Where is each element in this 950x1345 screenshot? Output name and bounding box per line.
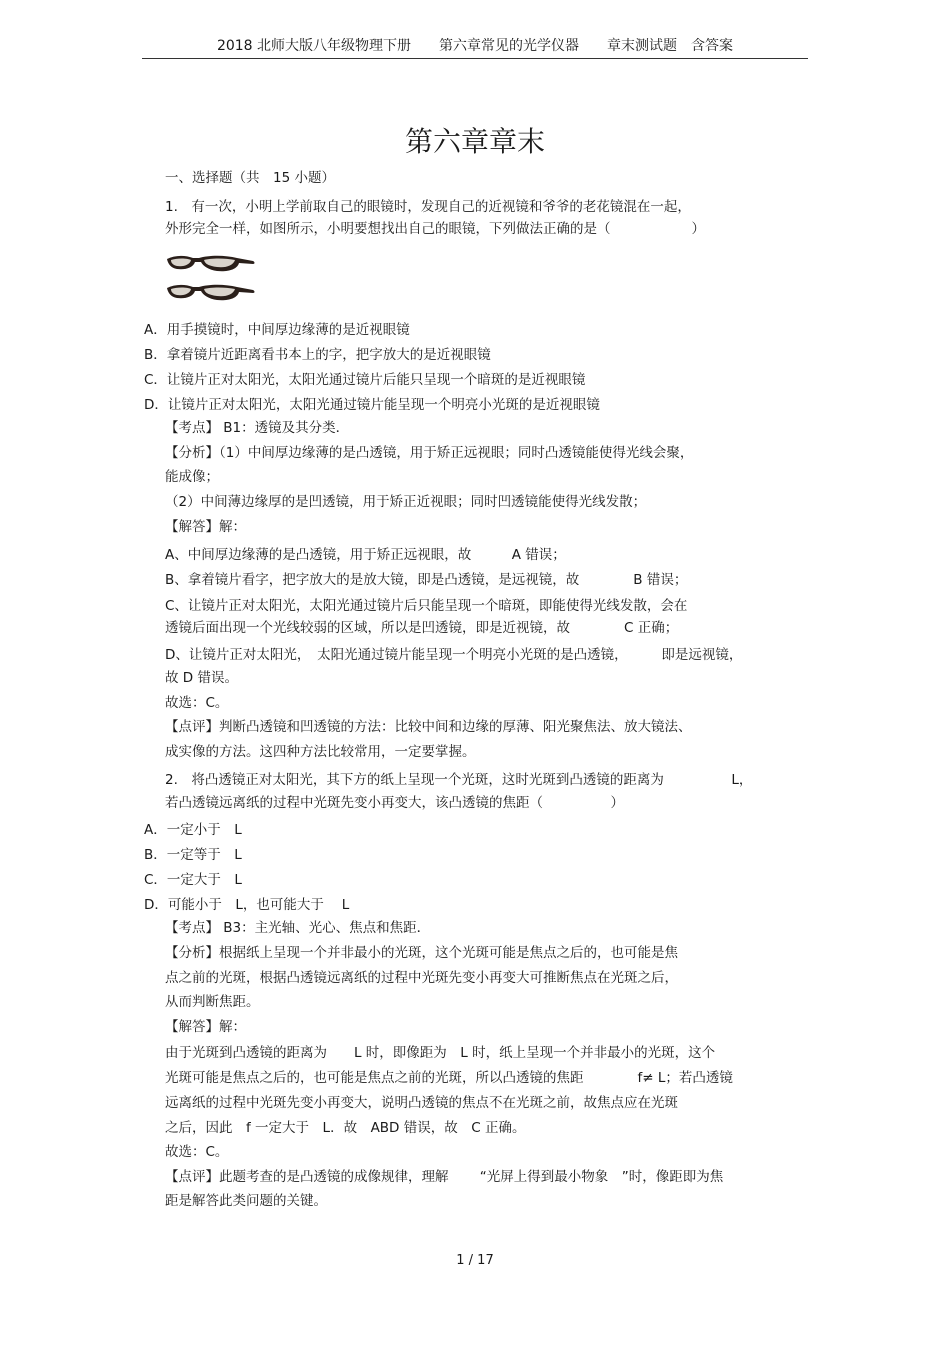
q2-explanation-line: 远离纸的过程中光斑先变小再变大，说明凸透镜的焦点不在光斑之前，故焦点应在光斑: [165, 1095, 678, 1111]
q1-explanation-line: （2）中间薄边缘厚的是凹透镜，用于矫正近视眼；同时凹透镜能使得光线发散；: [165, 494, 647, 510]
q1-explanation-line: 故选：C。: [165, 695, 229, 711]
q1-stem-line: 外形完全一样，如图所示，小明要想找出自己的眼镜，下列做法正确的是（ ）: [165, 221, 705, 237]
q2-option-b: B．一定等于 L: [144, 847, 242, 863]
q1-option-d: D．让镜片正对太阳光，太阳光通过镜片能呈现一个明亮小光斑的是近视眼镜: [144, 397, 600, 413]
section-heading: 一、选择题（共 15 小题）: [165, 170, 335, 186]
q1-explanation-line: 故 D 错误。: [165, 670, 238, 686]
q2-explanation-line: 距是解答此类问题的关键。: [165, 1193, 327, 1209]
q2-explanation-line: 【点评】此题考查的是凸透镜的成像规律，理解 “光屏上得到最小物象 ”时，像距即为焦: [165, 1169, 724, 1185]
q1-stem-line: 1. 有一次，小明上学前取自己的眼镜时，发现自己的近视镜和爷爷的老花镜混在一起，: [165, 199, 691, 215]
q2-explanation-line: 【解答】解：: [165, 1019, 246, 1035]
q1-option-c: C．让镜片正对太阳光，太阳光通过镜片后能只呈现一个暗斑的是近视眼镜: [144, 372, 586, 388]
q1-explanation-line: 透镜后面出现一个光线较弱的区域，所以是凹透镜，即是近视镜，故 C 正确；: [165, 620, 679, 636]
q2-explanation-line: 【考点】 B3：主光轴、光心、焦点和焦距．: [165, 920, 431, 936]
q1-explanation-line: 【点评】判断凸透镜和凹透镜的方法：比较中间和边缘的厚薄、阳光聚焦法、放大镜法、: [165, 719, 692, 735]
glasses-image: [165, 281, 257, 305]
q2-option-c: C．一定大于 L: [144, 872, 242, 888]
q2-explanation-line: 【分析】根据纸上呈现一个并非最小的光斑，这个光斑可能是焦点之后的，也可能是焦: [165, 945, 678, 961]
document-title: 第六章章末: [404, 125, 545, 158]
q2-explanation-line: 由于光斑到凸透镜的距离为 L 时，即像距为 L 时，纸上呈现一个并非最小的光斑，这个: [165, 1045, 716, 1061]
q2-explanation-line: 故选：C。: [165, 1144, 229, 1160]
page-header: 2018 北师大版八年级物理下册 第六章常见的光学仪器 章末测试题 含答案: [142, 36, 808, 59]
q1-explanation-line: 成实像的方法。这四种方法比较常用，一定要掌握。: [165, 744, 476, 760]
q1-explanation-line: C、让镜片正对太阳光，太阳光通过镜片后只能呈现一个暗斑，即能使得光线发散，会在: [165, 598, 688, 614]
q1-explanation-line: A、中间厚边缘薄的是凸透镜，用于矫正远视眼，故 A 错误；: [165, 547, 566, 563]
q2-stem-line: 2. 将凸透镜正对太阳光，其下方的纸上呈现一个光斑，这时光斑到凸透镜的距离为 L，: [165, 772, 753, 788]
q2-explanation-line: 之后，因此 f 一定大于 L．故 ABD 错误，故 C 正确。: [165, 1120, 526, 1136]
q1-explanation-line: 【考点】 B1：透镜及其分类．: [165, 420, 350, 436]
q1-explanation-line: 【解答】解：: [165, 519, 246, 535]
q2-explanation-line: 光斑可能是焦点之后的，也可能是焦点之前的光斑，所以凸透镜的焦距 f≠ L；若凸透镜: [165, 1070, 733, 1086]
q2-explanation-line: 从而判断焦距。: [165, 994, 260, 1010]
q1-option-a: A．用手摸镜时，中间厚边缘薄的是近视眼镜: [144, 322, 410, 338]
q1-explanation-line: 能成像；: [165, 469, 219, 485]
q2-option-d: D．可能小于 L，也可能大于 L: [144, 897, 350, 913]
q1-explanation-line: B、拿着镜片看字，把字放大的是放大镜，即是凸透镜，是远视镜，故 B 错误；: [165, 572, 688, 588]
page-number: 1 / 17: [456, 1253, 494, 1268]
q1-option-b: B．拿着镜片近距离看书本上的字，把字放大的是近视眼镜: [144, 347, 491, 363]
q2-explanation-line: 点之前的光斑，根据凸透镜远离纸的过程中光斑先变小再变大可推断焦点在光斑之后，: [165, 970, 678, 986]
q1-explanation-line: D、让镜片正对太阳光， 太阳光通过镜片能呈现一个明亮小光斑的是凸透镜， 即是远视镜，: [165, 647, 743, 663]
q1-explanation-line: 【分析】（1）中间厚边缘薄的是凸透镜，用于矫正远视眼；同时凸透镜能使得光线会聚，: [165, 445, 694, 461]
glasses-image: [165, 252, 257, 276]
q2-stem-line: 若凸透镜远离纸的过程中光斑先变小再变大，该凸透镜的焦距（ ）: [165, 795, 624, 811]
q2-option-a: A．一定小于 L: [144, 822, 242, 838]
